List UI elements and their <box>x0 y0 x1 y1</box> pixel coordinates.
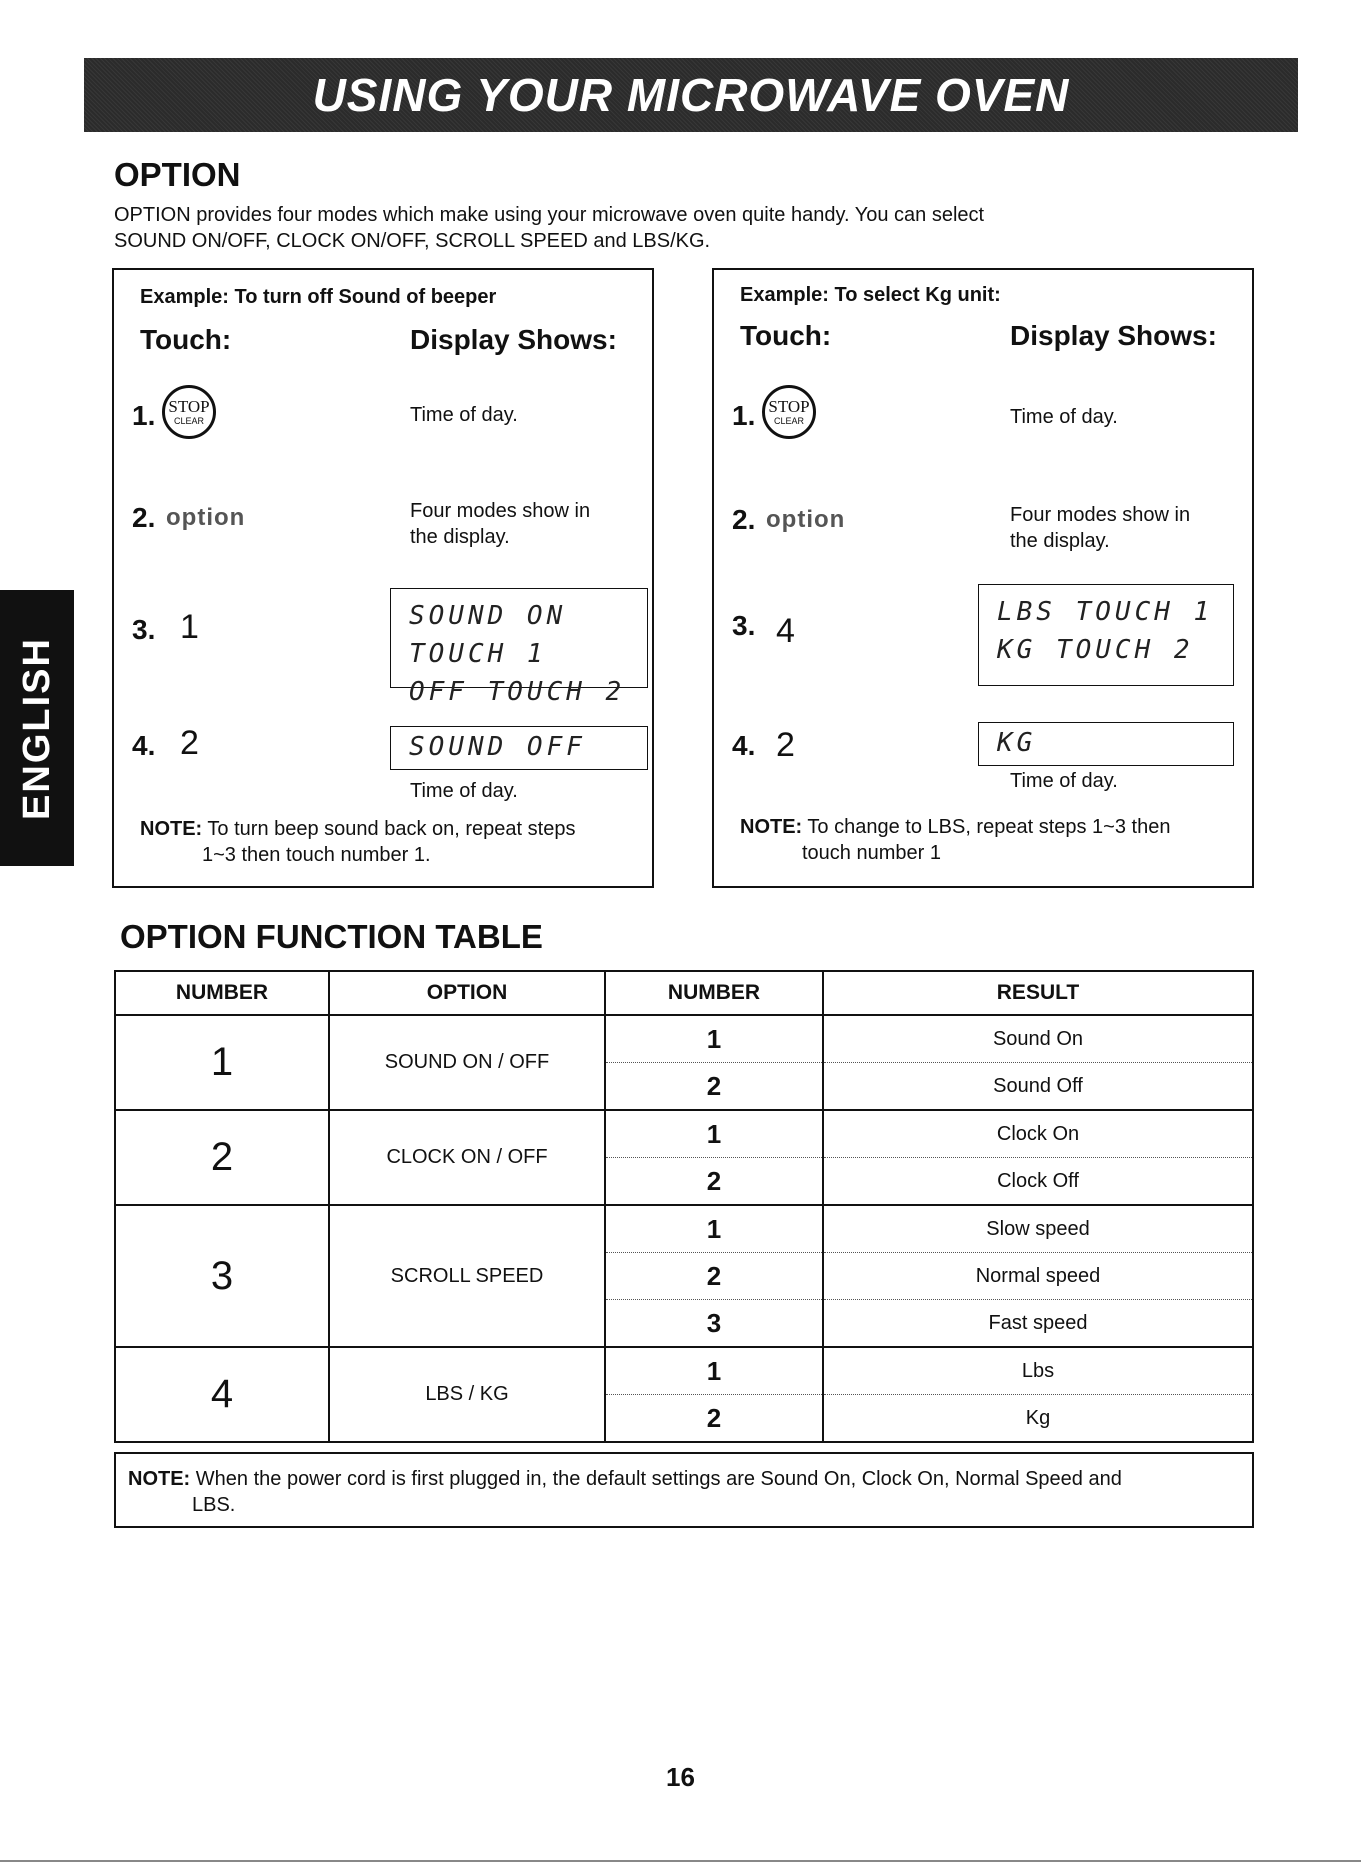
note-text: LBS. <box>192 1494 236 1516</box>
display-text-line: Four modes show in <box>410 500 591 522</box>
display-text: Time of day. <box>410 780 518 802</box>
result-text: Lbs <box>823 1347 1253 1395</box>
language-side-tab-label: ENGLISH <box>15 636 58 820</box>
lcd-line: OFF TOUCH 2 <box>409 677 626 707</box>
option-name: LBS / KG <box>329 1347 605 1442</box>
table-header-option: OPTION <box>329 971 605 1015</box>
option-number: 4 <box>115 1347 329 1442</box>
option-number: 3 <box>115 1205 329 1347</box>
step-number: 1. <box>132 400 156 431</box>
note-label: NOTE: <box>740 816 803 838</box>
option-intro-line-1: OPTION provides four modes which make using your microwave oven quite handy. You can select <box>114 204 985 226</box>
step-number: 4. <box>132 730 156 761</box>
lcd-display <box>978 584 1234 686</box>
lcd-line: KG <box>997 728 1037 758</box>
lcd-line: SOUND OFF <box>409 732 586 762</box>
note-text: touch number 1 <box>802 842 941 864</box>
step-number: 2. <box>732 504 756 535</box>
option-name: SCROLL SPEED <box>329 1205 605 1347</box>
display-text: Time of day. <box>1010 406 1118 428</box>
table-row <box>115 1347 1253 1395</box>
stop-key-label: STOP <box>768 397 810 416</box>
option-intro <box>114 202 1114 254</box>
note-text: When the power cord is first plugged in, the default settings are Sound On, Clock On, Normal Speed and <box>195 1468 1122 1490</box>
step-number: 3. <box>132 614 156 645</box>
sub-number: 1 <box>605 1205 823 1253</box>
number-key: 2 <box>180 724 199 762</box>
lcd-line: LBS TOUCH 1 <box>997 597 1214 627</box>
table-note <box>114 1452 1254 1528</box>
lcd-display <box>390 726 648 770</box>
result-text: Fast speed <box>823 1300 1253 1348</box>
example-note <box>140 816 575 868</box>
result-text: Kg <box>823 1395 1253 1443</box>
step-number: 2. <box>132 502 156 533</box>
lcd-display <box>978 722 1234 766</box>
sub-number: 2 <box>605 1158 823 1206</box>
option-name: CLOCK ON / OFF <box>329 1110 605 1205</box>
example-box-sound <box>112 268 654 888</box>
touch-column-header: Touch: <box>140 324 232 355</box>
stop-clear-key-icon <box>762 385 816 439</box>
option-heading: OPTION <box>114 156 241 193</box>
note-text: To turn beep sound back on, repeat steps <box>207 818 576 840</box>
page-header-banner <box>84 58 1298 132</box>
lcd-line: SOUND ON TOUCH 1 <box>409 601 567 669</box>
sub-number: 1 <box>605 1015 823 1063</box>
step-number: 1. <box>732 400 756 431</box>
display-text-line: the display. <box>410 526 510 548</box>
display-text <box>1010 502 1190 554</box>
clear-key-label: CLEAR <box>773 416 804 426</box>
table-row <box>115 1015 1253 1063</box>
page-number: 16 <box>666 1762 695 1792</box>
result-text: Sound Off <box>823 1063 1253 1111</box>
lcd-display <box>390 588 648 707</box>
example-box-kg <box>712 268 1254 888</box>
display-text: Time of day. <box>1010 770 1118 792</box>
table-row <box>115 1205 1253 1253</box>
note-text: 1~3 then touch number 1. <box>202 844 431 866</box>
example-note <box>740 814 1170 866</box>
number-key: 4 <box>776 612 795 650</box>
page-header-title: USING YOUR MICROWAVE OVEN <box>312 69 1070 121</box>
option-function-table <box>114 970 1254 1443</box>
sub-number: 1 <box>605 1110 823 1158</box>
lcd-line: KG TOUCH 2 <box>997 635 1194 665</box>
example-title: Example: To select Kg unit: <box>740 284 1001 306</box>
table-header-result: RESULT <box>823 971 1253 1015</box>
option-number: 1 <box>115 1015 329 1110</box>
display-text <box>410 498 590 550</box>
sub-number: 3 <box>605 1300 823 1348</box>
option-number: 2 <box>115 1110 329 1205</box>
stop-clear-key-icon <box>162 385 216 439</box>
number-key: 2 <box>776 726 795 764</box>
sub-number: 2 <box>605 1253 823 1300</box>
display-text-line: Four modes show in <box>1010 504 1191 526</box>
option-name: SOUND ON / OFF <box>329 1015 605 1110</box>
stop-key-label: STOP <box>168 397 210 416</box>
function-table-heading: OPTION FUNCTION TABLE <box>120 918 543 955</box>
language-side-tab <box>0 590 74 866</box>
option-intro-line-2: SOUND ON/OFF, CLOCK ON/OFF, SCROLL SPEED and LBS/KG. <box>114 230 711 252</box>
table-header-number: NUMBER <box>115 971 329 1015</box>
sub-number: 1 <box>605 1347 823 1395</box>
note-label: NOTE: <box>128 1468 191 1490</box>
table-header-number: NUMBER <box>605 971 823 1015</box>
touch-column-header: Touch: <box>740 320 832 351</box>
result-text: Clock Off <box>823 1158 1253 1206</box>
option-key: option <box>166 504 246 531</box>
display-text-line: the display. <box>1010 530 1110 552</box>
example-title: Example: To turn off Sound of beeper <box>140 286 497 308</box>
clear-key-label: CLEAR <box>173 416 204 426</box>
table-row <box>115 1110 1253 1158</box>
display-column-header: Display Shows: <box>1010 320 1217 351</box>
note-text: To change to LBS, repeat steps 1~3 then <box>807 816 1171 838</box>
step-number: 4. <box>732 730 756 761</box>
option-key: option <box>766 506 846 533</box>
result-text: Normal speed <box>823 1253 1253 1300</box>
note-label: NOTE: <box>140 818 203 840</box>
result-text: Clock On <box>823 1110 1253 1158</box>
result-text: Slow speed <box>823 1205 1253 1253</box>
sub-number: 2 <box>605 1063 823 1111</box>
step-number: 3. <box>732 610 756 641</box>
display-text: Time of day. <box>410 404 518 426</box>
result-text: Sound On <box>823 1015 1253 1063</box>
number-key: 1 <box>180 608 199 646</box>
display-column-header: Display Shows: <box>410 324 617 355</box>
bottom-rule <box>0 1860 1361 1862</box>
table-header-row <box>115 971 1253 1015</box>
sub-number: 2 <box>605 1395 823 1443</box>
